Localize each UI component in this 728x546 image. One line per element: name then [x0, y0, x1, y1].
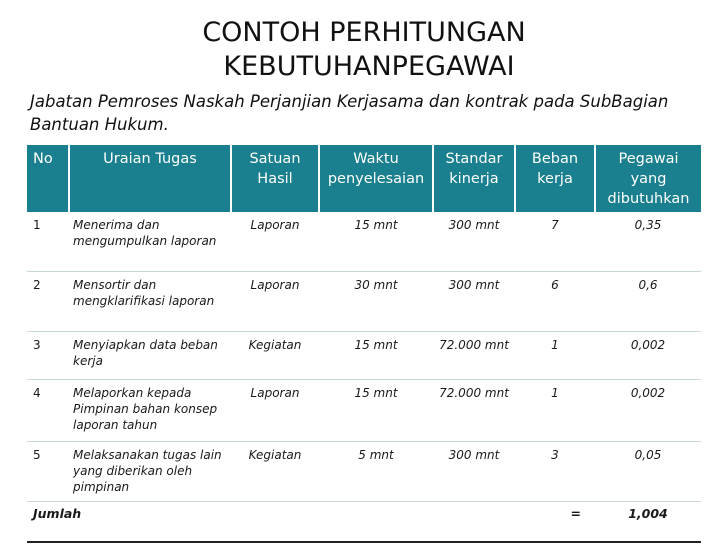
cell-waktu: 15 mnt: [319, 380, 433, 442]
cell-satuan: Laporan: [231, 272, 319, 332]
cell-satuan: Kegiatan: [231, 332, 319, 380]
cell-no: 1: [33, 218, 41, 232]
header-pegawai: Pegawai yang dibutuhkan: [595, 145, 701, 212]
header-waktu: Waktu penyelesaian: [319, 145, 433, 212]
total-equals: =: [515, 502, 595, 527]
cell-no: 4: [27, 380, 69, 442]
total-row: [27, 502, 701, 527]
cell-pegawai: 0,6: [595, 272, 701, 332]
table-row: [27, 272, 701, 332]
cell-satuan: Kegiatan: [231, 442, 319, 502]
cell-uraian: Mensortir dan mengklarifikasi laporan: [69, 272, 231, 332]
title-line-2: KEBUTUHANPEGAWAI: [223, 51, 515, 82]
header-uraian: Uraian Tugas: [69, 145, 231, 212]
cell-pegawai: 0,35: [634, 218, 662, 232]
job-description: Jabatan Pemroses Naskah Perjanjian Kerjasama dan kontrak pada SubBagian Bantuan Hukum.: [30, 92, 669, 134]
cell-beban: 7: [551, 218, 559, 232]
table-header-row: [27, 145, 701, 212]
header-satuan: Satuan Hasil: [231, 145, 319, 212]
cell-pegawai: 0,002: [595, 332, 701, 380]
cell-standar: 72.000 mnt: [433, 332, 515, 380]
table-row: [27, 212, 701, 272]
title-line-1: CONTOH PERHITUNGAN: [202, 17, 526, 48]
cell-uraian: Melaksanakan tugas lain yang diberikan oleh pimpinan: [69, 442, 231, 502]
cell-pegawai: 0,05: [595, 442, 701, 502]
header-beban: Beban kerja: [515, 145, 595, 212]
cell-waktu: 15 mnt: [354, 218, 398, 232]
cell-uraian: Menyiapkan data beban kerja: [69, 332, 231, 380]
cell-waktu: 5 mnt: [319, 442, 433, 502]
cell-standar: 300 mnt: [448, 218, 500, 232]
cell-beban: 1: [515, 380, 595, 442]
cell-waktu: 15 mnt: [319, 332, 433, 380]
cell-standar: 72.000 mnt: [433, 380, 515, 442]
cell-beban: 1: [515, 332, 595, 380]
cell-satuan: Laporan: [231, 380, 319, 442]
header-no: No: [27, 145, 69, 212]
page-title: [0, 16, 728, 84]
cell-no: 2: [27, 272, 69, 332]
workload-table: [27, 145, 701, 526]
table-bottom-rule: [27, 541, 701, 543]
cell-no: 3: [27, 332, 69, 380]
cell-no: 5: [27, 442, 69, 502]
cell-beban: 3: [515, 442, 595, 502]
cell-standar: 300 mnt: [433, 272, 515, 332]
cell-standar: 300 mnt: [433, 442, 515, 502]
table-row: [27, 442, 701, 502]
cell-pegawai: 0,002: [595, 380, 701, 442]
cell-satuan: Laporan: [250, 218, 300, 232]
cell-waktu: 30 mnt: [319, 272, 433, 332]
cell-uraian: Melaporkan kepada Pimpinan bahan konsep laporan tahun: [69, 380, 231, 442]
table-row: [27, 332, 701, 380]
cell-beban: 6: [515, 272, 595, 332]
table-row: [27, 380, 701, 442]
total-label: Jumlah: [27, 502, 515, 527]
total-value: 1,004: [595, 502, 701, 527]
cell-uraian: Menerima dan mengumpulkan laporan: [73, 218, 217, 248]
header-standar: Standar kinerja: [433, 145, 515, 212]
